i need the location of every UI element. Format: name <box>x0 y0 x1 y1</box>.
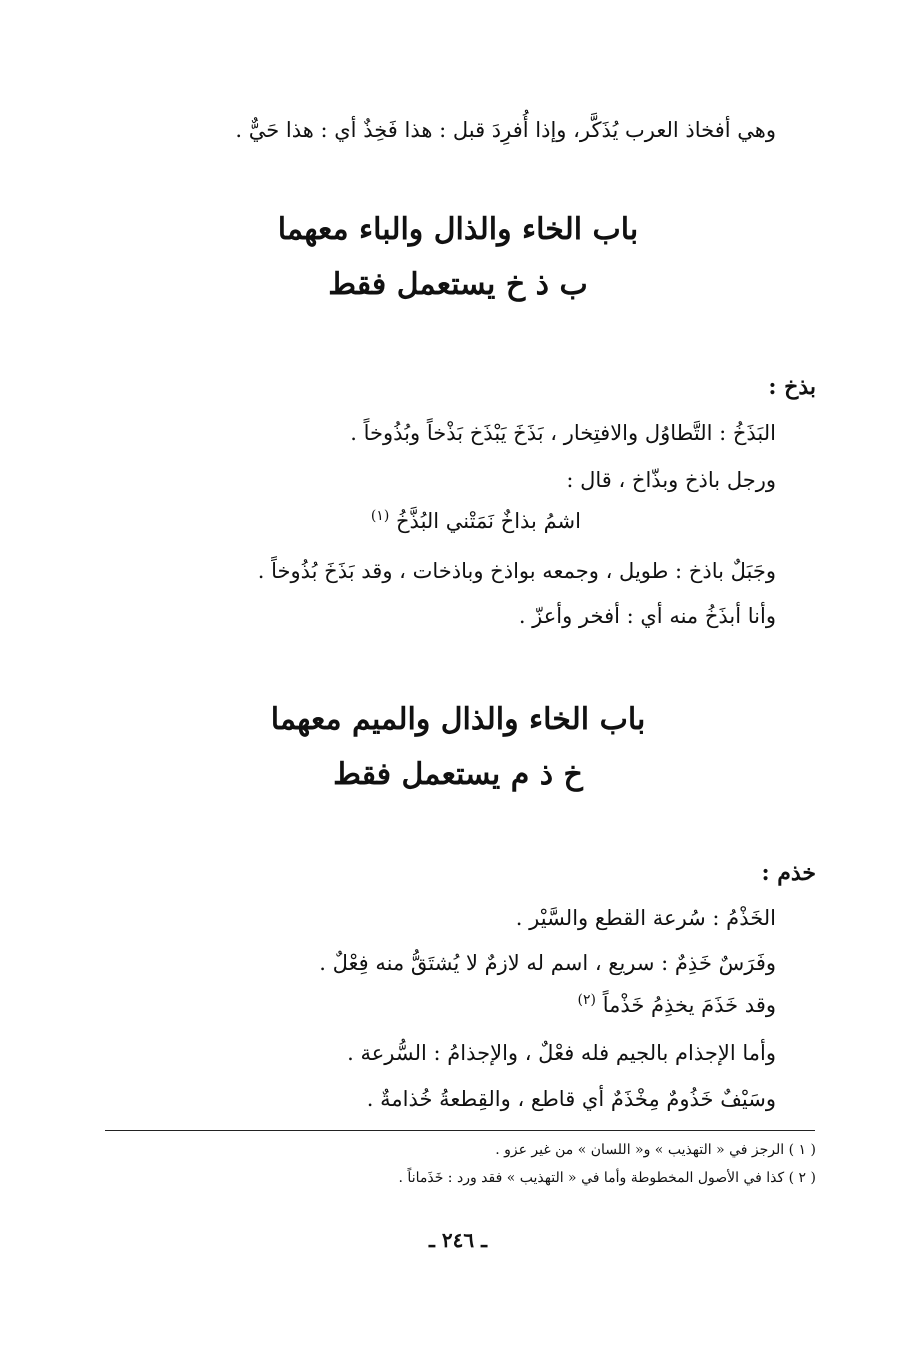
footnote: ( ١ ) الرجز في « التهذيب » و« اللسان » من غير عزو . <box>495 1142 816 1158</box>
section1-subtitle: ب ذ خ يستعمل فقط <box>328 267 588 302</box>
verse-line <box>371 506 581 536</box>
verse-text: اشمُ بذاخٌ نَمَتْني البُذَّخُ <box>395 509 581 533</box>
entry-line: وأنا أبذَخُ منه أي : أفخر وأعزّ . <box>518 604 776 628</box>
entry-line: الخَذْمُ : سُرعة القطع والسَّيْر . <box>515 906 776 930</box>
entry-text: وقد خَذَمَ يخذِمُ خَذْماً <box>602 993 776 1017</box>
entry-line: وأما الإجذام بالجيم فله فعْلٌ ، والإجذامُ : السُّرعة . <box>347 1041 776 1065</box>
footnote-marker: (٢) <box>577 992 596 1008</box>
footnote-separator <box>105 1130 815 1131</box>
section2-subtitle: خ ذ م يستعمل فقط <box>333 757 583 792</box>
entry-line: وجَبَلٌ باذخ : طويل ، وجمعه بواذخ وباذخات ، وقد بَذَخَ بُذُوخاً . <box>257 559 776 583</box>
entry-line: ورجل باذخ وبذّاخ ، قال : <box>566 468 776 492</box>
footnote-marker: (١) <box>370 508 390 524</box>
section2-title: باب الخاء والذال والميم معهما <box>270 702 646 737</box>
entry-line: وفَرَسٌ خَذِمٌ : سريع ، اسم له لازمٌ لا يُشتَقُّ منه فِعْلٌ . <box>319 951 776 975</box>
page-number: ـ ٢٤٦ ـ <box>429 1228 487 1252</box>
entry-line: وسَيْفٌ خَذُومٌ مِخْذَمٌ أي قاطع ، والقِطعةُ خُذامةٌ . <box>366 1087 776 1111</box>
entry-line: البَذَخُ : التَّطاوُل والافتِخار ، بَذَخَ يَبْذَخ بَذْخاً وبُذُوخاً . <box>350 421 776 445</box>
root-entry-badhakh: بذخ : <box>768 374 816 400</box>
entry-line <box>578 990 776 1020</box>
section1-title: باب الخاء والذال والباء معهما <box>277 212 639 247</box>
intro-line: وهي أفخاذ العرب يُذَكَّر، وإذا أُفرِدَ قبل : هذا فَخِذٌ أي : هذا حَيٌّ . <box>235 118 776 142</box>
footnote: ( ٢ ) كذا في الأصول المخطوطة وأما في « التهذيب » فقد ورد : خَذَماناً . <box>398 1170 816 1186</box>
root-entry-khadham: خذم : <box>761 860 816 886</box>
